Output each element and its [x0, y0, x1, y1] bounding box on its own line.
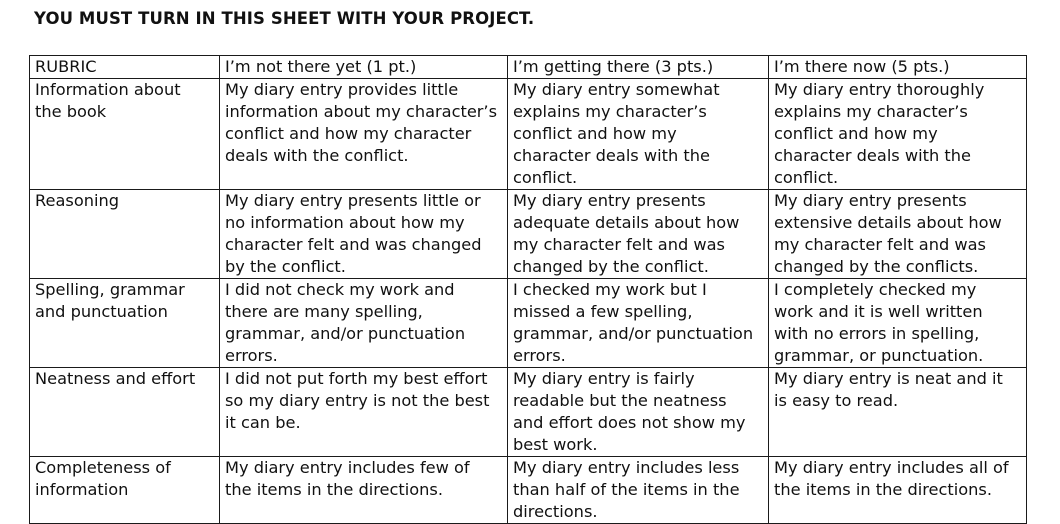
score-1-cell: [220, 457, 508, 524]
table-row: [30, 457, 1027, 524]
header-there-now: I’m there now (5 pts.): [769, 56, 1027, 79]
score-5-description: My diary entry thoroughly explains my character’s conflict and how my character deals with the conflict.: [774, 80, 985, 187]
score-1-cell: [220, 190, 508, 279]
score-5-cell: [769, 457, 1027, 524]
criterion-cell: [30, 279, 220, 368]
score-3-description: My diary entry is fairly readable but the neatness and effort does not show my best work.: [513, 369, 746, 454]
score-3-description: I checked my work but I missed a few spelling, grammar, and/or punctuation errors.: [513, 280, 754, 365]
score-5-description: My diary entry presents extensive details about how my character felt and was changed by the conflicts.: [774, 191, 1002, 276]
score-3-cell: [508, 457, 769, 524]
score-5-cell: [769, 279, 1027, 368]
score-5-cell: [769, 190, 1027, 279]
criterion-label: Spelling, grammar and punctuation: [35, 280, 185, 321]
table-header-row: [30, 56, 1027, 79]
score-5-description: My diary entry is neat and it is easy to read.: [774, 369, 1003, 410]
score-1-description: My diary entry provides little information about my character’s conflict and how my character deals with the conflict.: [225, 80, 498, 165]
table-row: [30, 190, 1027, 279]
score-1-description: I did not put forth my best effort so my diary entry is not the best it can be.: [225, 369, 490, 432]
criterion-label: Reasoning: [35, 191, 120, 210]
score-1-description: I did not check my work and there are many spelling, grammar, and/or punctuation errors.: [225, 280, 466, 365]
header-getting-there: I’m getting there (3 pts.): [508, 56, 769, 79]
score-5-description: I completely checked my work and it is well written with no errors in spelling, grammar, or punctuation.: [774, 280, 984, 365]
table-row: [30, 279, 1027, 368]
score-3-cell: [508, 79, 769, 190]
score-5-cell: [769, 368, 1027, 457]
criterion-label: Information about the book: [35, 80, 181, 121]
score-1-cell: [220, 79, 508, 190]
header-rubric: RUBRIC: [30, 56, 220, 79]
criterion-cell: [30, 368, 220, 457]
score-5-cell: [769, 79, 1027, 190]
score-1-cell: [220, 279, 508, 368]
criterion-label: Completeness of information: [35, 458, 171, 499]
score-3-cell: [508, 368, 769, 457]
score-3-description: My diary entry includes less than half of the items in the directions.: [513, 458, 740, 521]
criterion-label: Neatness and effort: [35, 369, 196, 388]
score-3-cell: [508, 279, 769, 368]
score-3-cell: [508, 190, 769, 279]
page-title: YOU MUST TURN IN THIS SHEET WITH YOUR PROJECT.: [34, 9, 535, 28]
header-not-there-yet: I’m not there yet (1 pt.): [220, 56, 508, 79]
criterion-cell: [30, 79, 220, 190]
score-3-description: My diary entry somewhat explains my character’s conflict and how my character deals with the conflict.: [513, 80, 720, 187]
score-1-description: My diary entry includes few of the items in the directions.: [225, 458, 470, 499]
score-1-description: My diary entry presents little or no information about how my character felt and was changed by the conflict.: [225, 191, 482, 276]
score-3-description: My diary entry presents adequate details about how my character felt and was changed by the conflict.: [513, 191, 740, 276]
rubric-table: [29, 55, 1027, 524]
table-row: [30, 368, 1027, 457]
table-row: [30, 79, 1027, 190]
score-5-description: My diary entry includes all of the items in the directions.: [774, 458, 1009, 499]
criterion-cell: [30, 190, 220, 279]
score-1-cell: [220, 368, 508, 457]
criterion-cell: [30, 457, 220, 524]
